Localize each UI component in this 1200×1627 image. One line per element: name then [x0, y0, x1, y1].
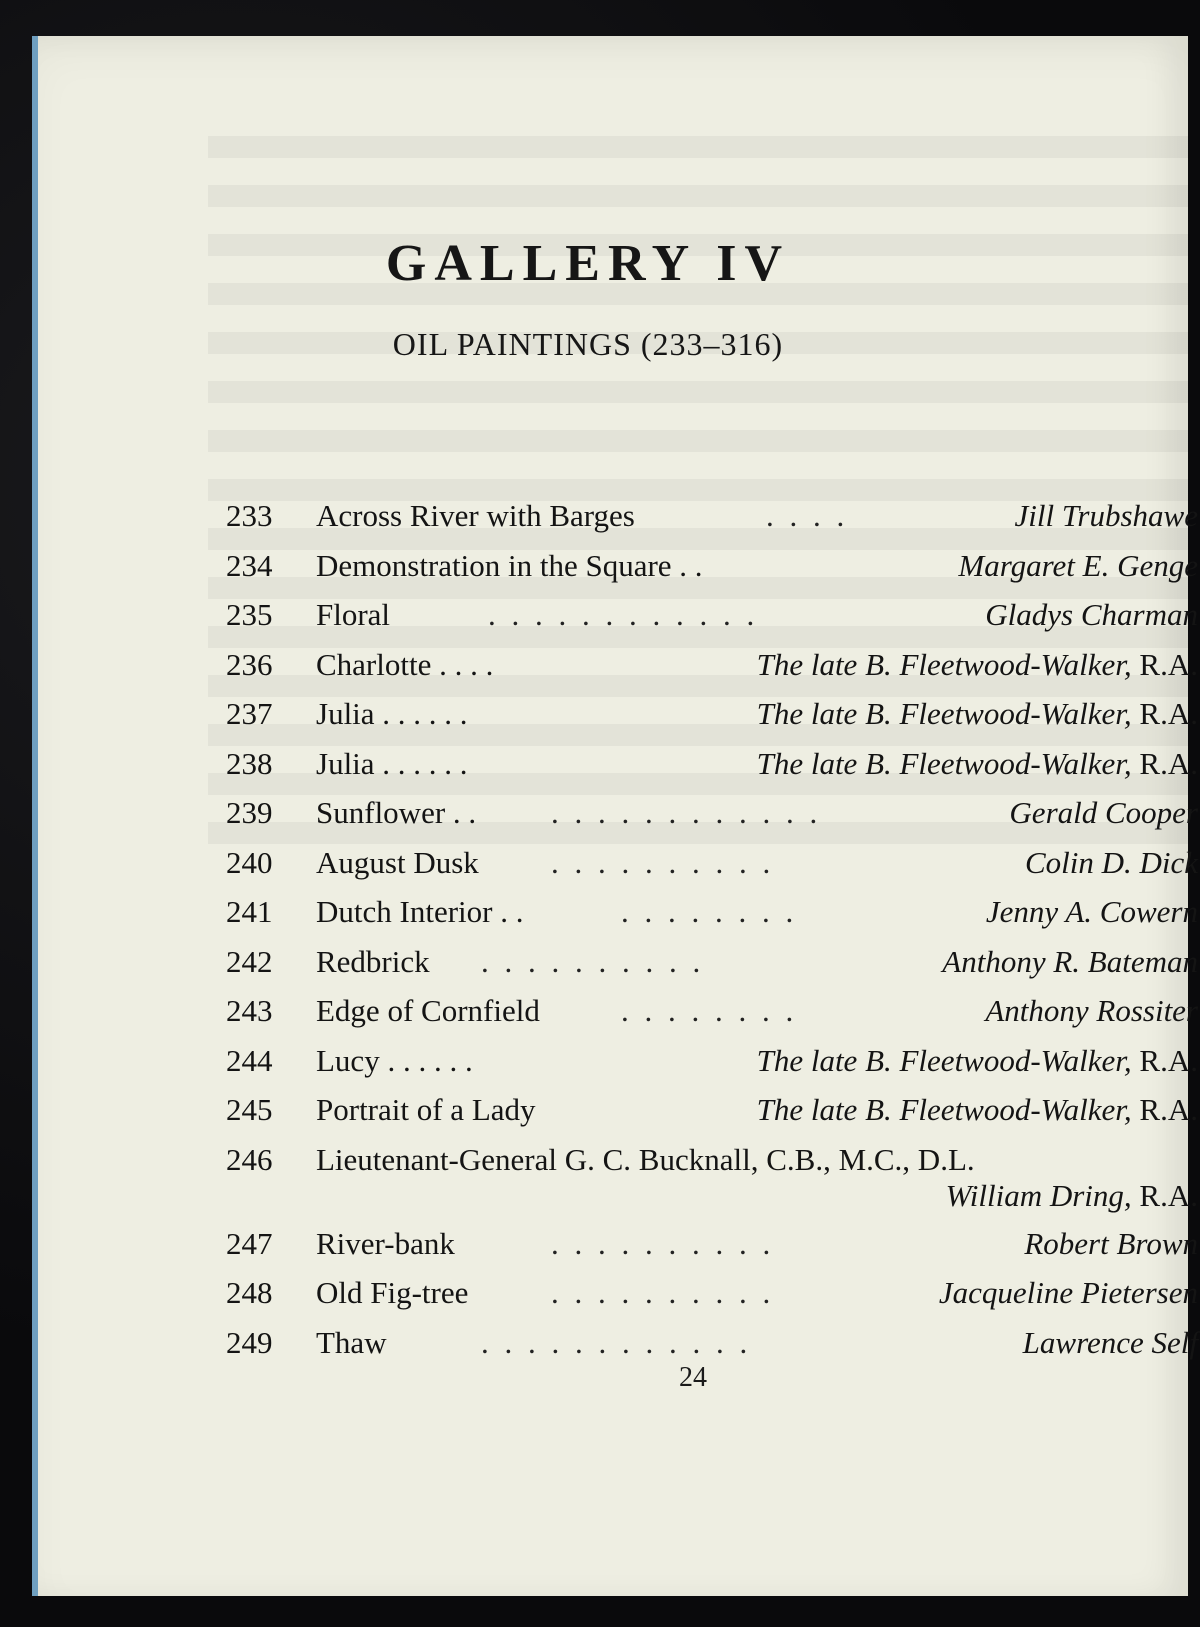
- dot-leader: . . . . . . . . . . . .: [488, 597, 759, 632]
- artist-suffix: R.A.: [1131, 1042, 1198, 1078]
- entry-title: Thaw: [316, 1324, 387, 1360]
- catalogue-entry: [226, 892, 1198, 942]
- dot-leader: . . . . . . . . . .: [551, 1275, 775, 1310]
- entry-number: 248: [226, 1275, 273, 1310]
- entry-title: Sunflower . .: [316, 795, 477, 830]
- catalogue-entry: [226, 694, 1198, 744]
- entry-title: Dutch Interior . .: [316, 894, 524, 929]
- dot-leader: . . . . . . . . . . . .: [551, 795, 822, 830]
- entry-artist: [958, 546, 1198, 586]
- catalogue-entry: [226, 595, 1198, 645]
- artist-name: The late B. Fleetwood-Walker,: [756, 745, 1132, 781]
- artist-name: Colin D. Dick: [1024, 844, 1198, 880]
- artist-name: Anthony Rossiter: [985, 993, 1198, 1028]
- dot-leader: . . . . . . . . . . . .: [481, 1324, 752, 1360]
- artist-suffix: R.A.: [1131, 696, 1198, 731]
- artist-suffix: R.A.: [1131, 1177, 1198, 1213]
- dot-leader: . . . . . . . . . .: [551, 1225, 775, 1261]
- dot-leader: . . . . . . . .: [621, 894, 798, 929]
- catalogue-entry: [226, 645, 1198, 695]
- entry-number: 238: [226, 745, 273, 781]
- entry-title: Old Fig-tree: [316, 1275, 469, 1310]
- entry-number: 243: [226, 993, 273, 1028]
- catalogue-entry: [226, 1140, 1198, 1224]
- catalogue-entry: [226, 843, 1198, 893]
- catalogue-entry: [226, 1041, 1198, 1091]
- artist-suffix: R.A.: [1131, 745, 1198, 781]
- catalogue-entry: [226, 991, 1198, 1041]
- entry-title: Floral: [316, 597, 391, 632]
- artist-name: Lawrence Self: [1022, 1324, 1198, 1360]
- entry-title: Redbrick: [316, 943, 430, 979]
- entry-title: Julia . . . . . .: [316, 745, 468, 781]
- entry-artist: [985, 991, 1198, 1031]
- artist-name: Jacqueline Pietersen: [938, 1275, 1198, 1310]
- artist-name: Margaret E. Genge: [958, 547, 1198, 583]
- entry-artist: [1015, 496, 1198, 536]
- entry-artist: [946, 1176, 1198, 1216]
- artist-name: Gladys Charman: [985, 597, 1198, 632]
- entry-artist: [757, 1041, 1198, 1081]
- artist-suffix: R.A.: [1131, 1092, 1198, 1127]
- entry-title: August Dusk: [316, 844, 479, 880]
- entry-title: Across River with Barges: [316, 498, 635, 533]
- entry-artist: [757, 694, 1198, 734]
- entry-title: River-bank: [316, 1225, 455, 1261]
- dot-leader: . . . .: [766, 498, 849, 533]
- artist-name: Gerald Cooper: [1009, 795, 1198, 830]
- catalogue-entries: [226, 496, 1198, 1372]
- entry-number: 235: [226, 597, 273, 632]
- dot-leader: . . . . . . . . . .: [551, 844, 775, 880]
- entry-title: Lucy . . . . . .: [316, 1042, 473, 1078]
- entry-artist: [1009, 793, 1198, 833]
- entry-number: 236: [226, 646, 273, 682]
- catalogue-entry: [226, 793, 1198, 843]
- catalogue-entry: [226, 1224, 1198, 1274]
- entry-number: 240: [226, 844, 273, 880]
- entry-artist: [985, 595, 1198, 635]
- entry-number: 246: [226, 1141, 273, 1177]
- catalogue-entry: [226, 546, 1198, 596]
- entry-artist: [757, 1090, 1198, 1130]
- catalogue-page: [32, 36, 1198, 1596]
- entry-title: Demonstration in the Square . .: [316, 547, 703, 583]
- entry-number: 233: [226, 498, 273, 533]
- artist-suffix: R.A.: [1131, 646, 1198, 682]
- entry-number: 249: [226, 1324, 273, 1360]
- entry-artist: [942, 942, 1198, 982]
- entry-title: Portrait of a Lady: [316, 1092, 536, 1127]
- entry-number: 247: [226, 1225, 273, 1261]
- gallery-title: GALLERY IV: [385, 235, 791, 292]
- entry-artist: [757, 744, 1198, 784]
- entry-artist: [986, 892, 1198, 932]
- entry-number: 237: [226, 696, 273, 731]
- entry-number: 242: [226, 943, 273, 979]
- entry-number: 234: [226, 547, 273, 583]
- entry-artist: [1023, 1323, 1198, 1363]
- entry-number: 244: [226, 1042, 273, 1078]
- entry-title: Lieutenant-General G. C. Bucknall, C.B., M.C., D.L.: [316, 1141, 975, 1177]
- catalogue-entry: [226, 1090, 1198, 1140]
- section-title: OIL PAINTINGS (233–316): [392, 326, 784, 362]
- artist-name: The late B. Fleetwood-Walker,: [756, 646, 1132, 682]
- entry-artist: [939, 1273, 1198, 1313]
- catalogue-entry: [226, 942, 1198, 992]
- entry-title: Edge of Cornfield: [316, 993, 540, 1028]
- entry-number: 245: [226, 1092, 273, 1127]
- catalogue-entry: [226, 744, 1198, 794]
- entry-number: 241: [226, 894, 273, 929]
- artist-name: Robert Brown: [1024, 1225, 1198, 1261]
- artist-name: Jenny A. Cowern: [985, 894, 1198, 929]
- entry-artist: [1024, 1224, 1198, 1264]
- catalogue-entry: [226, 1273, 1198, 1323]
- artist-name: The late B. Fleetwood-Walker,: [756, 1092, 1132, 1127]
- page-number: 24: [679, 1362, 707, 1393]
- artist-name: The late B. Fleetwood-Walker,: [756, 1042, 1132, 1078]
- entry-title: Julia . . . . . .: [316, 696, 468, 731]
- dot-leader: . . . . . . . .: [621, 993, 798, 1028]
- entry-artist: [1025, 843, 1198, 883]
- entry-number: 239: [226, 795, 273, 830]
- artist-name: William Dring,: [945, 1177, 1132, 1213]
- artist-name: The late B. Fleetwood-Walker,: [756, 696, 1132, 731]
- entry-title: Charlotte . . . .: [316, 646, 494, 682]
- artist-name: Anthony R. Bateman: [942, 943, 1198, 979]
- dot-leader: . . . . . . . . . .: [481, 943, 705, 979]
- entry-artist: [757, 645, 1198, 685]
- catalogue-entry: [226, 496, 1198, 546]
- artist-name: Jill Trubshawe: [1014, 498, 1198, 533]
